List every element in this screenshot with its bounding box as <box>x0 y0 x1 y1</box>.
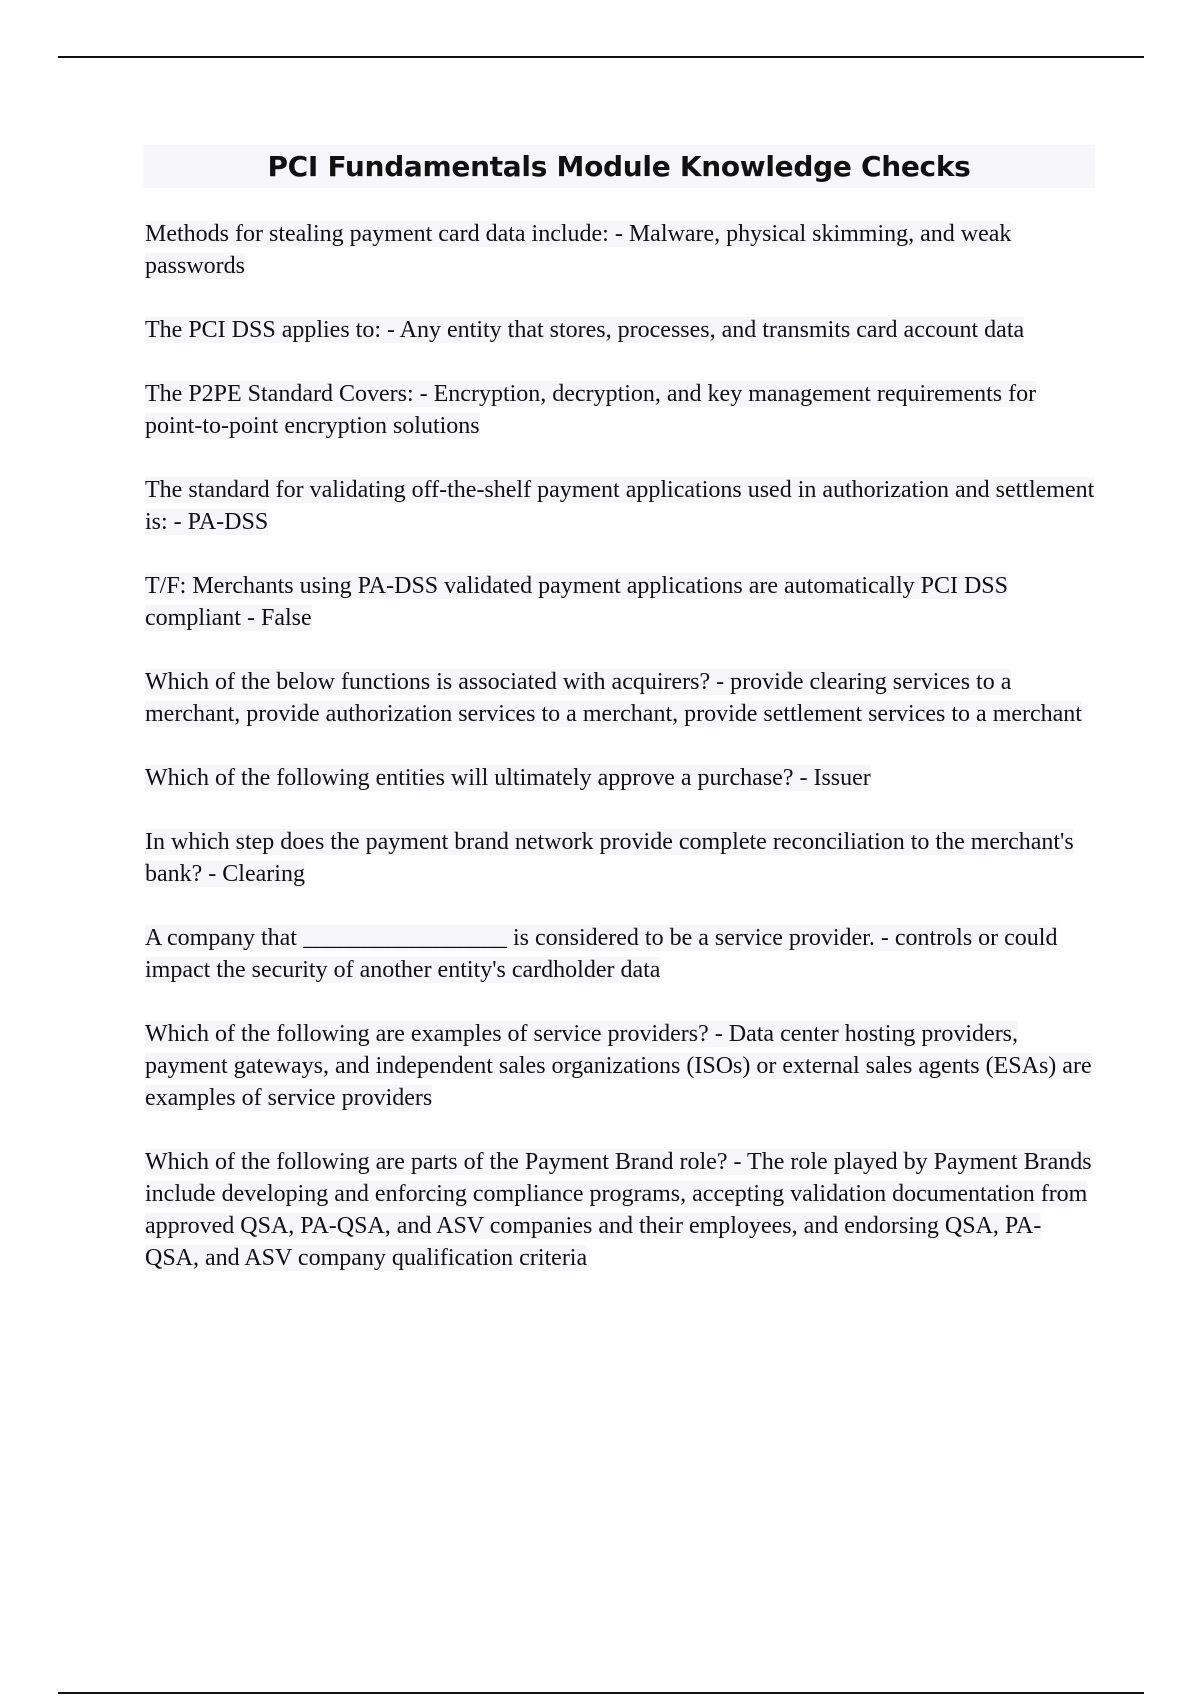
qa-item-10 <box>145 1018 1095 1114</box>
qa-item-text: Which of the following are examples of service providers? - Data center hosting providers, payment gateways, and independent sales organizations (ISOs) or external sales agents (ESAs) are examples of service providers <box>145 1021 1092 1111</box>
qa-item-text: A company that _________________ is considered to be a service provider. - controls or could impact the security of another entity's cardholder data <box>145 925 1058 983</box>
document-page <box>145 145 1095 1306</box>
qa-item-1 <box>145 218 1095 282</box>
qa-item-text: T/F: Merchants using PA-DSS validated payment applications are automatically PCI DSS compliant - False <box>145 573 1009 631</box>
qa-item-text: The standard for validating off-the-shelf payment applications used in authorization and settlement is: - PA-DSS <box>145 477 1095 535</box>
qa-item-3 <box>145 378 1095 442</box>
qa-item-6 <box>145 666 1095 730</box>
qa-item-7 <box>145 762 1095 794</box>
top-rule <box>58 56 1144 58</box>
qa-item-text: The PCI DSS applies to: - Any entity that stores, processes, and transmits card account data <box>145 317 1025 343</box>
qa-item-5 <box>145 570 1095 634</box>
document-title: PCI Fundamentals Module Knowledge Checks <box>143 145 1095 188</box>
qa-item-text: Which of the following are parts of the Payment Brand role? - The role played by Payment Brands include developing and enforcing compliance programs, accepting validation documentation from approved QSA, PA-QSA, and ASV companies and their employees, and endorsing QSA, PA-QSA, and ASV company qualification criteria <box>145 1149 1092 1271</box>
bottom-rule <box>58 1692 1144 1694</box>
qa-item-text: The P2PE Standard Covers: - Encryption, decryption, and key management requirements for point-to-point encryption solutions <box>145 381 1037 439</box>
qa-item-text: Which of the below functions is associated with acquirers? - provide clearing services to a merchant, provide authorization services to a merchant, provide settlement services to a merchant <box>145 669 1082 727</box>
qa-item-4 <box>145 474 1095 538</box>
qa-item-text: Which of the following entities will ultimately approve a purchase? - Issuer <box>145 765 871 791</box>
qa-item-8 <box>145 826 1095 890</box>
qa-item-text: Methods for stealing payment card data include: - Malware, physical skimming, and weak passwords <box>145 221 1012 279</box>
qa-item-11 <box>145 1146 1095 1274</box>
qa-item-9 <box>145 922 1095 986</box>
qa-item-2 <box>145 314 1095 346</box>
qa-item-text: In which step does the payment brand network provide complete reconciliation to the merchant's bank? - Clearing <box>145 829 1074 887</box>
